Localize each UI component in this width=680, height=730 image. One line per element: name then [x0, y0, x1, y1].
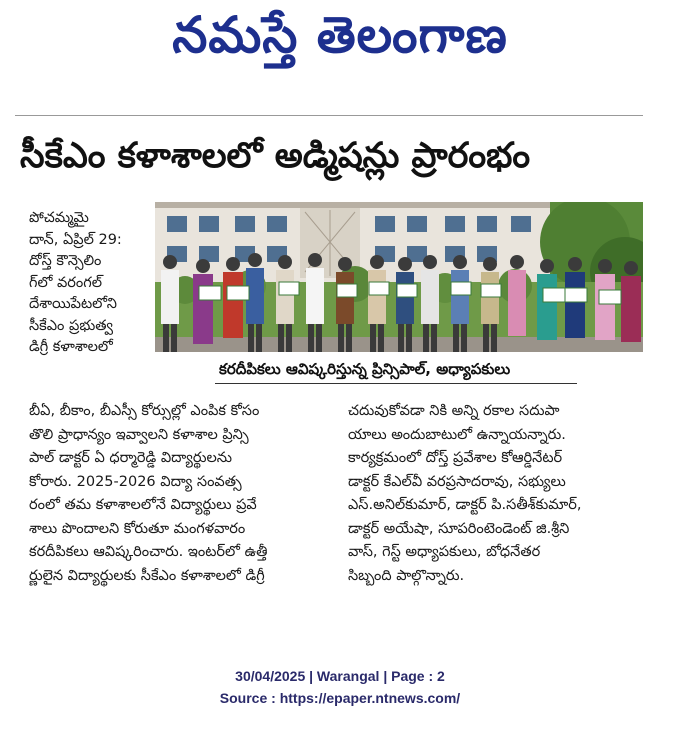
intro-line: దోస్త్ కౌన్సెలిం [29, 253, 102, 269]
column-line: యాలు అందుబాటులో ఉన్నాయన్నారు. [348, 426, 566, 443]
news-clipping [15, 115, 643, 651]
photo-caption: కరదీపికలు ఆవిష్కరిస్తున్న ప్రిన్సిపాల్, అధ్యాపకులు [219, 360, 511, 378]
intro-line: డిగ్రీ కళాశాలలో [29, 339, 113, 355]
intro-line: దాన్, ఏప్రిల్ 29: [29, 231, 122, 248]
column-line: ఎస్.అనిల్‌కుమార్, డాక్టర్ పి.సతీశ్‌కుమార్, [348, 497, 582, 513]
clip-dateline: 30/04/2025 | Warangal | Page : 2 [235, 668, 445, 684]
caption-underline [215, 383, 577, 384]
column-line: కార్యక్రమంలో దోస్త్ ప్రవేశాల కోఆర్డినేటర్ [348, 450, 563, 466]
column-line: బీఏ, బీకాం, బీఎస్సీ కోర్సుల్లో ఎంపిక కోసం [29, 403, 260, 419]
masthead [0, 0, 680, 80]
intro-line: దేశాయిపేటలోని [29, 296, 117, 312]
column-line: కరదీపికలు ఆవిష్కరించారు. ఇంటర్‌లో ఉత్తీ [29, 544, 268, 560]
column-line: డాక్టర్ అయేషా, సూపరింటెండెంట్ జి.శ్రీని [348, 520, 570, 537]
headline: సీకేఎం కళాశాలలో అడ్మిషన్లు ప్రారంభం [20, 136, 531, 176]
column-line: సిబ్బంది పాల్గొన్నారు. [348, 567, 465, 584]
column-line: రంలో తమ కళాశాలలోనే విద్యార్థులు ప్రవే [29, 497, 257, 513]
column-line: ర్ణులైన విద్యార్థులకు సీకేఎం కళాశాలలో డిగ్రీ [29, 567, 265, 584]
column-line: శాలు పొందాలని కోరుతూ మంగళవారం [29, 520, 246, 537]
column-line: పాల్ డాక్టర్ ఏ ధర్మారెడ్డి విద్యార్థులను [29, 450, 232, 466]
intro-line: సీకేఎం ప్రభుత్వ [29, 317, 114, 334]
column-line: వాస్, గెస్ట్ అధ్యాపకులు, బోధనేతర [348, 544, 541, 560]
column-line: తొలి ప్రాధాన్యం ఇవ్వాలని కళాశాల ప్రిన్సి [29, 426, 249, 443]
intro-column [29, 208, 157, 359]
source-link[interactable]: Source : https://epaper.ntnews.com/ [219, 690, 461, 706]
article-column-1 [29, 400, 329, 588]
intro-line: గ్‌లో వరంగల్ [29, 274, 102, 291]
article-column-2 [348, 400, 643, 588]
intro-line: పోచమ్మమై [29, 210, 89, 226]
newspaper-title: నమస్తే తెలంగాణ [172, 6, 508, 64]
column-line: చదువుకోవడా నికి అన్ని రకాల సదుపా [348, 403, 560, 419]
column-line: కోరారు. 2025-2026 విద్యా సంవత్స [29, 473, 242, 490]
column-line: డాక్టర్ కేఎల్‌వీ వరప్రసాదరావు, సభ్యులు [348, 473, 566, 490]
